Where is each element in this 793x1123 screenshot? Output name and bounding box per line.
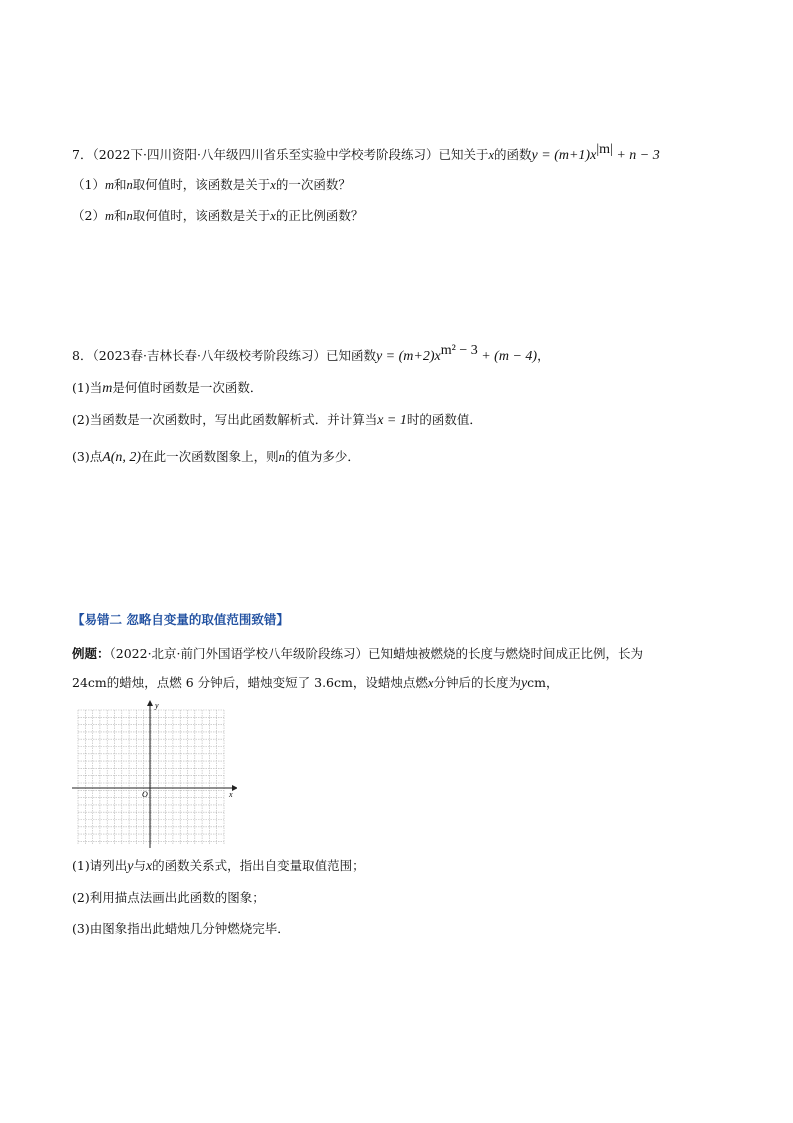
q8-p3-text: 在此一次函数图象上，则 bbox=[141, 449, 279, 464]
q7-p1-n: n bbox=[126, 178, 133, 192]
example-p1-c: 的函数关系式，指出自变量取值范围； bbox=[152, 858, 365, 873]
example-line2-b: 分钟后的长度为 bbox=[433, 675, 521, 690]
q7-p1-and: 和 bbox=[113, 177, 127, 192]
q7-p2-and: 和 bbox=[113, 208, 127, 223]
q7-part1 bbox=[72, 176, 351, 194]
q8-formula: y = (m+2)x bbox=[375, 349, 441, 364]
example-line2 bbox=[72, 674, 559, 693]
q8-part3 bbox=[72, 448, 360, 467]
q7-formula-exp: |m| bbox=[596, 142, 613, 157]
y-axis-arrow bbox=[147, 700, 153, 706]
example-part3: (3)由图象指出此蜡烛几分钟燃烧完毕． bbox=[72, 921, 290, 936]
example-line1 bbox=[72, 645, 643, 663]
q7-p2-text: 取何值时，该函数是关于 bbox=[132, 208, 271, 223]
example-part2: (2)利用描点法画出此函数的图象； bbox=[72, 890, 265, 905]
section2-title: 【易错二 忽略自变量的取值范围致错】 bbox=[72, 612, 289, 627]
q8-p2-text: (2)当函数是一次函数时，写出此函数解析式．并计算当 bbox=[72, 412, 378, 427]
q7-p2-n: n bbox=[126, 209, 133, 223]
q8-p1-end: 是何值时函数是一次函数． bbox=[112, 380, 263, 395]
q7-formula: y = (m+1)x bbox=[531, 148, 597, 163]
q8-p3-n: n bbox=[278, 450, 285, 464]
q8-formula-exp: m² − 3 bbox=[440, 343, 478, 358]
q8-p1-lead: (1)当 bbox=[72, 380, 103, 395]
q7-p2-m: m bbox=[104, 209, 114, 223]
q7-p1-lead: （1） bbox=[72, 177, 105, 192]
example-line2-x: x bbox=[427, 676, 434, 690]
q7-p2-end: 的正比例函数？ bbox=[275, 208, 364, 223]
q8-p3-point: A(n, 2) bbox=[102, 450, 142, 465]
example-p1-a: (1)请列出 bbox=[72, 858, 128, 873]
q7-formula-tail: + n − 3 bbox=[612, 148, 660, 163]
example-label: 例题： bbox=[72, 646, 110, 661]
x-axis-label: x bbox=[229, 790, 233, 799]
q8-part1 bbox=[72, 379, 262, 398]
q7-stem-mid: 的函数 bbox=[494, 147, 532, 162]
q7-stem bbox=[72, 141, 660, 165]
q7-stem-text: 7．（2022下·四川资阳·八年级四川省乐至实验中学校考阶段练习）已知关于 bbox=[72, 147, 489, 162]
q7-p2-x: x bbox=[270, 209, 276, 223]
coordinate-grid-svg bbox=[72, 700, 237, 848]
q7-p1-x: x bbox=[270, 178, 276, 192]
example-line2-a: 24cm的蜡烛，点燃 6 分钟后，蜡烛变短了 3.6cm，设蜡烛点燃 bbox=[72, 675, 428, 690]
q8-stem-end: ， bbox=[537, 348, 550, 363]
q7-var-x: x bbox=[488, 148, 495, 162]
q8-p2-formula: x = 1 bbox=[377, 413, 407, 428]
q7-p1-m: m bbox=[104, 178, 114, 192]
q8-part2 bbox=[72, 411, 482, 430]
example-part1 bbox=[72, 857, 365, 876]
q8-p1-m: m bbox=[102, 381, 113, 396]
q8-stem-text: 8．（2023春·吉林长春·八年级校考阶段练习）已知函数 bbox=[72, 348, 376, 363]
example-p1-y: y bbox=[127, 859, 134, 874]
example-line2-c: cm， bbox=[527, 675, 559, 690]
example-line2-y: y bbox=[520, 676, 528, 691]
q8-stem bbox=[72, 342, 550, 366]
example-p1-x: x bbox=[145, 859, 153, 874]
y-axis-label: y bbox=[155, 701, 159, 710]
q7-p2-lead: （2） bbox=[72, 208, 105, 223]
x-axis-arrow bbox=[232, 785, 237, 791]
grid-lines bbox=[78, 710, 224, 845]
origin-label: O bbox=[142, 790, 148, 799]
coordinate-grid bbox=[72, 700, 237, 848]
q8-p3-end: 的值为多少． bbox=[284, 449, 360, 464]
q8-p2-end: 时的函数值． bbox=[406, 412, 482, 427]
example-line1-text: （2022·北京·前门外国语学校八年级阶段练习）已知蜡烛被燃烧的长度与燃烧时间成正比例，长为 bbox=[109, 646, 644, 661]
example-p1-b: 与 bbox=[133, 858, 146, 873]
q7-p1-end: 的一次函数？ bbox=[275, 177, 351, 192]
q8-p3-lead: (3)点 bbox=[72, 449, 103, 464]
q7-p1-text: 取何值时，该函数是关于 bbox=[132, 177, 271, 192]
q7-part2 bbox=[72, 207, 363, 225]
q8-formula-tail: + (m − 4) bbox=[477, 349, 538, 364]
